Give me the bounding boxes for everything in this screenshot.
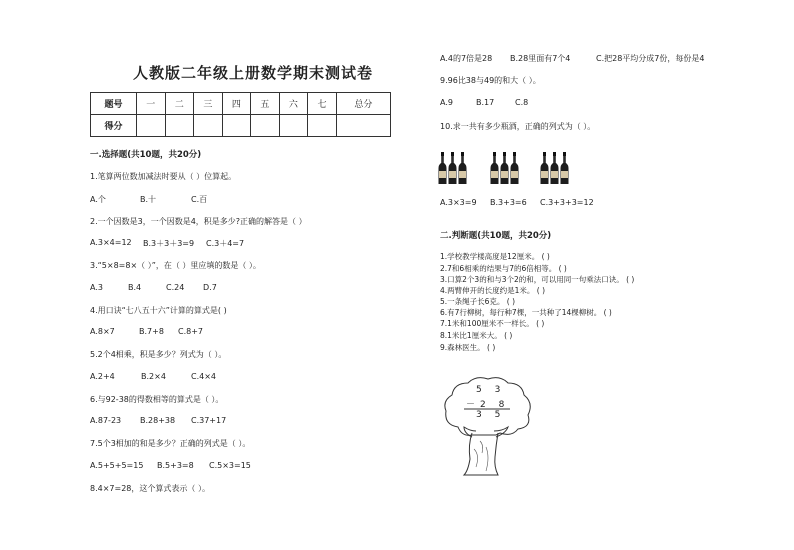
judge-item: 5.一条绳子长6克。 ( ) [440, 297, 516, 306]
score-row [91, 115, 391, 137]
page-title: 人教版二年级上册数学期末测试卷 [132, 64, 373, 82]
judge-item: 8.1米比1厘米大。 ( ) [440, 331, 513, 340]
judge-item: 1.学校教学楼高度是12厘米。 ( ) [440, 252, 550, 261]
option[interactable]: B.4 [128, 283, 142, 292]
option[interactable]: B.5+3=8 [157, 461, 194, 470]
question-9: 9.96比38与49的和大（ ）。 [440, 76, 541, 85]
score-row-label: 得分 [91, 115, 137, 137]
question-7: 7.5个3相加的和是多少？正确的列式是（ ）。 [90, 439, 251, 448]
option[interactable]: A.4的7倍是28 [440, 54, 493, 63]
score-cell[interactable] [165, 115, 194, 137]
option[interactable]: B.十 [140, 195, 157, 204]
score-header-row [91, 93, 391, 115]
question-4: 4.用口诀“七八五十六”计算的算式是( ) [90, 306, 227, 315]
option[interactable]: C.百 [191, 195, 208, 204]
judge-item: 7.1米和100厘米不一样长。 ( ) [440, 319, 545, 328]
option[interactable]: A.5+5+5=15 [90, 461, 144, 470]
option[interactable]: C.3＋4=7 [206, 239, 245, 248]
score-cell[interactable] [137, 115, 166, 137]
question-6: 6.与92-38的得数相等的算式是（ ）。 [90, 395, 224, 404]
question-2: 2.一个因数是3，一个因数是4，积是多少?正确的解答是（ ） [90, 217, 307, 226]
header-cell: 一 [137, 93, 166, 115]
option[interactable]: A.3×4=12 [90, 238, 132, 247]
option[interactable]: B.3＋3＋3=9 [143, 239, 195, 248]
header-cell: 四 [222, 93, 251, 115]
header-cell: 二 [165, 93, 194, 115]
question-5: 5.2个4相乘，积是多少？列式为（ ）。 [90, 350, 227, 359]
question-8: 8.4×7=28，这个算式表示（ ）。 [90, 484, 210, 493]
score-cell[interactable] [308, 115, 337, 137]
score-cell[interactable] [222, 115, 251, 137]
option[interactable]: B.28+38 [140, 416, 176, 425]
option[interactable]: B.7+8 [139, 327, 164, 336]
option[interactable]: A.个 [90, 195, 106, 204]
header-cell: 七 [308, 93, 337, 115]
score-table [90, 92, 391, 137]
option[interactable]: B.3+3=6 [490, 198, 527, 207]
option[interactable]: D.7 [203, 283, 217, 292]
option[interactable]: B.2×4 [141, 372, 166, 381]
option[interactable]: C.4×4 [191, 372, 217, 381]
header-cell: 六 [279, 93, 308, 115]
option[interactable]: A.87-23 [90, 416, 122, 425]
wine-bottles-illustration [438, 152, 578, 190]
bottle-icon [438, 152, 578, 186]
section1-heading: 一.选择题(共10题，共20分) [90, 150, 202, 160]
option[interactable]: C.8+7 [178, 327, 204, 336]
puzzle-row-3: 3 5 [476, 410, 506, 420]
judge-item: 2.7和6相乘的结果与7的6倍相等。 ( ) [440, 264, 567, 273]
score-cell[interactable] [251, 115, 280, 137]
header-cell: 三 [194, 93, 223, 115]
option[interactable]: B.17 [476, 98, 495, 107]
option[interactable]: C.把28平均分成7份，每份是4 [596, 54, 705, 63]
question-1: 1.笔算两位数加减法时要从（ ）位算起。 [90, 172, 237, 181]
header-cell: 题号 [91, 93, 137, 115]
score-cell[interactable] [194, 115, 223, 137]
puzzle-row-1: 5 3 [476, 385, 506, 395]
option[interactable]: C.24 [166, 283, 185, 292]
option[interactable]: A.3×3=9 [440, 198, 477, 207]
section2-heading: 二.判断题(共10题，共20分) [440, 231, 552, 241]
option[interactable]: C.8 [515, 98, 529, 107]
score-cell[interactable] [279, 115, 308, 137]
header-cell: 总分 [336, 93, 390, 115]
option[interactable]: B.28里面有7个4 [510, 54, 571, 63]
score-cell[interactable] [336, 115, 390, 137]
puzzle-row-2: －2 8 [466, 400, 510, 410]
judge-item: 6.有7行柳树，每行种7棵，一共种了14棵柳树。 ( ) [440, 308, 612, 317]
option[interactable]: C.5×3=15 [209, 461, 251, 470]
judge-item: 9.森林医生。 ( ) [440, 343, 496, 352]
question-3: 3.“5×8=8×（ ）”，在（ ）里应填的数是（ ）。 [90, 261, 261, 270]
judge-item: 3.口算2个3的和与3个2的和，可以用同一句乘法口诀。 ( ) [440, 275, 635, 284]
option[interactable]: A.2+4 [90, 372, 115, 381]
question-10: 10.求一共有多少瓶酒，正确的列式为（ ）。 [440, 122, 596, 131]
option[interactable]: A.9 [440, 98, 453, 107]
option[interactable]: C.37+17 [191, 416, 227, 425]
option[interactable]: C.3+3+3=12 [540, 198, 594, 207]
judge-item: 4.两臂伸开的长度约是1米。 ( ) [440, 286, 546, 295]
header-cell: 五 [251, 93, 280, 115]
option[interactable]: A.8×7 [90, 327, 115, 336]
option[interactable]: A.3 [90, 283, 103, 292]
tree-doctor-illustration [440, 375, 535, 480]
